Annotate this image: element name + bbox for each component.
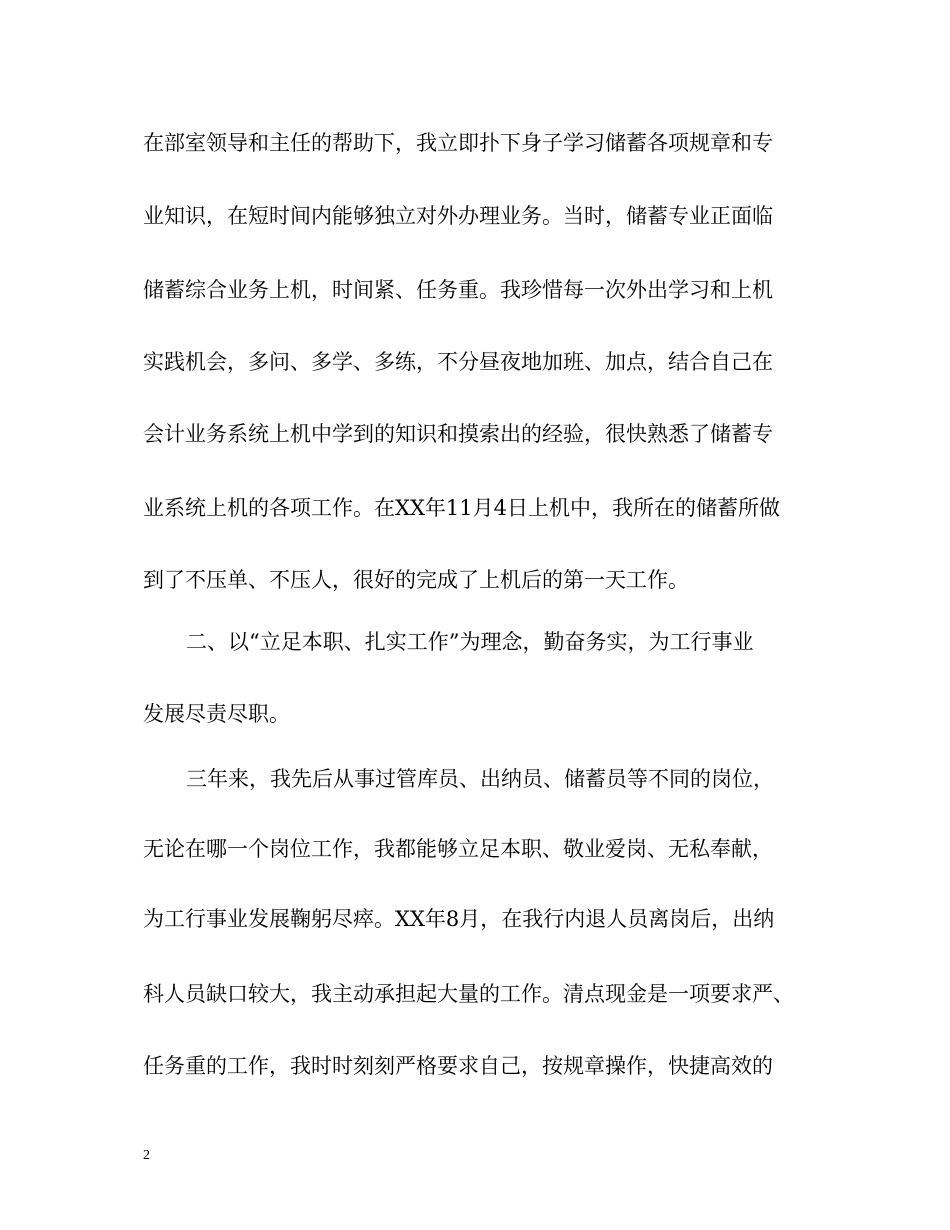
paragraph-first-line: 三年来，我先后从事过管库员、出纳员、储蓄员等不同的岗位， [186, 767, 774, 791]
body-text-line: 为工行事业发展鞠躬尽瘁。XX年8月，在我行内退人员离岗后，出纳 [143, 907, 775, 931]
body-text-line: 到了不压单、不压人，很好的完成了上机后的第一天工作。 [143, 568, 689, 592]
body-text-line: 业系统上机的各项工作。在XX年11月4日上机中，我所在的储蓄所做 [143, 496, 780, 520]
body-text-line: 储蓄综合业务上机，时间紧、任务重。我珍惜每一次外出学习和上机 [143, 278, 773, 302]
section-heading-line: 发展尽责尽职。 [143, 702, 290, 726]
body-text-line: 无论在哪一个岗位工作，我都能够立足本职、敬业爱岗、无私奉献， [143, 837, 773, 861]
section-heading-line: 二、以“立足本职、扎实工作”为理念，勤奋务实，为工行事业 [186, 630, 754, 654]
body-text-line: 实践机会，多问、多学、多练，不分昼夜地加班、加点，结合自己在 [143, 350, 773, 374]
body-text-line: 任务重的工作，我时时刻刻严格要求自己，按规章操作，快捷高效的 [143, 1054, 773, 1078]
body-text-line: 会计业务系统上机中学到的知识和摸索出的经验，很快熟悉了储蓄专 [143, 422, 773, 446]
body-text-line: 业知识，在短时间内能够独立对外办理业务。当时，储蓄专业正面临 [143, 204, 773, 228]
body-text-line: 科人员缺口较大，我主动承担起大量的工作。清点现金是一项要求严、 [143, 982, 794, 1006]
body-text-line: 在部室领导和主任的帮助下，我立即扑下身子学习储蓄各项规章和专 [143, 131, 773, 155]
page-number: 2 [143, 1148, 150, 1163]
